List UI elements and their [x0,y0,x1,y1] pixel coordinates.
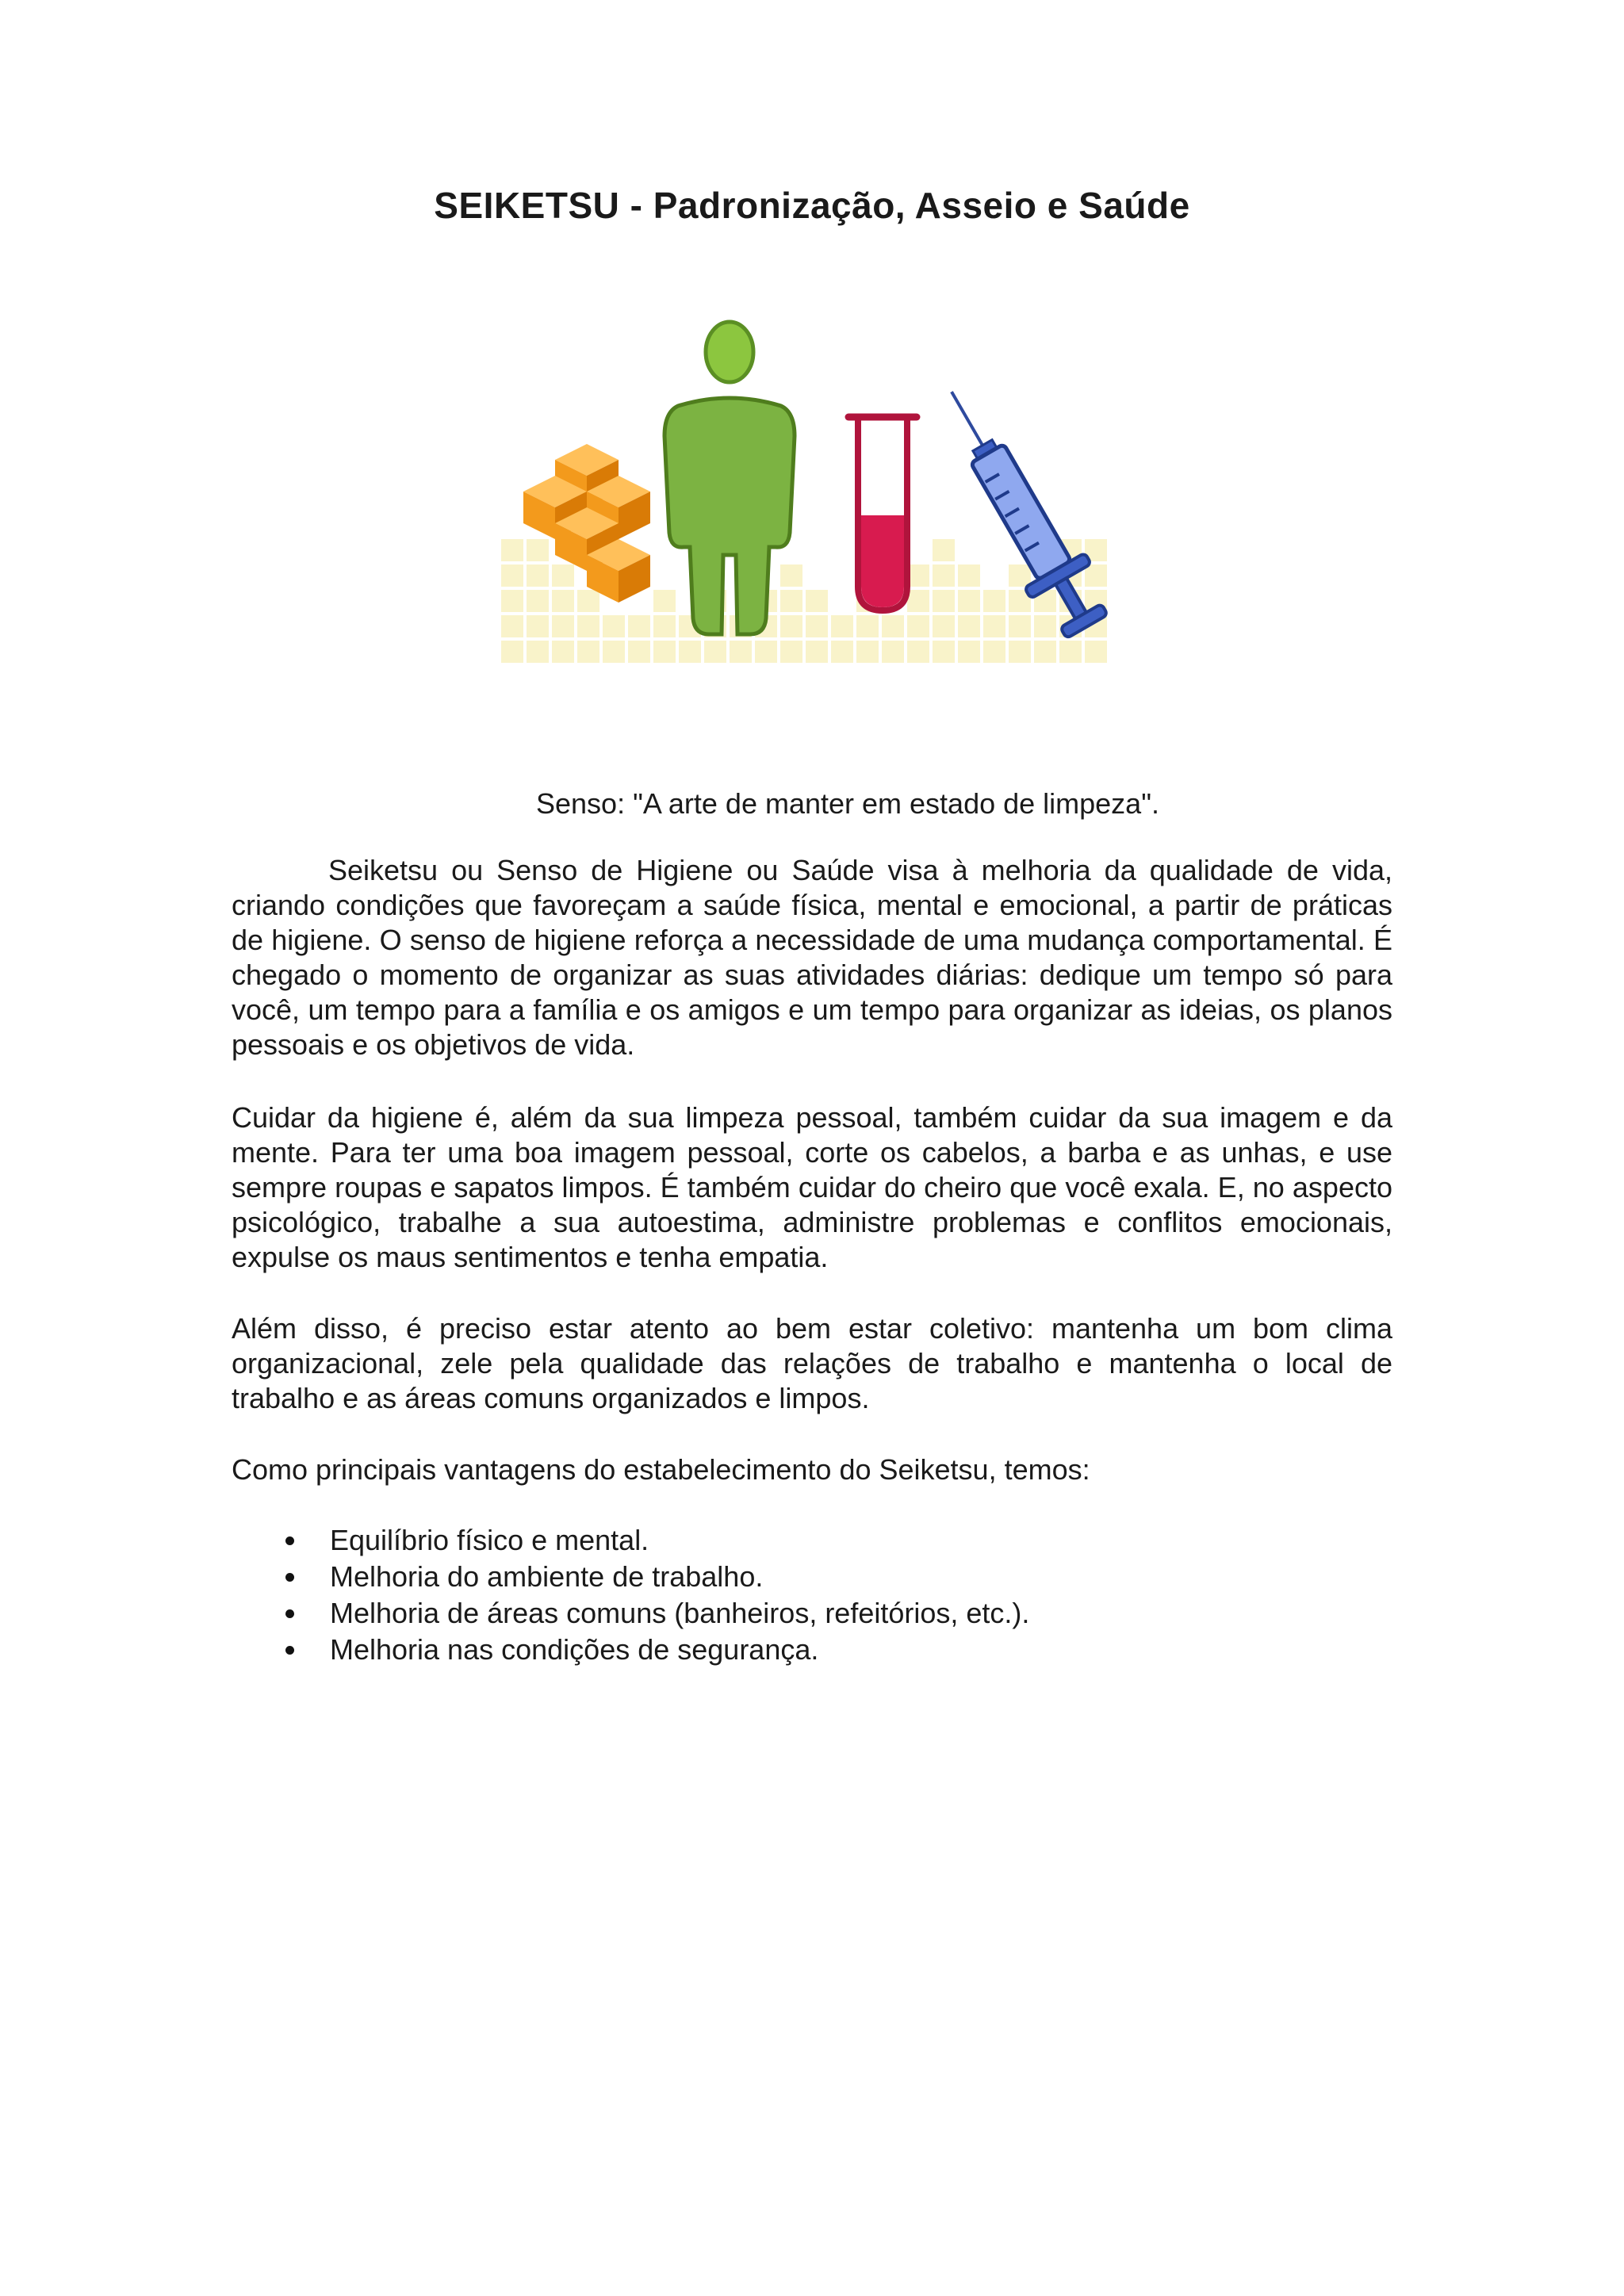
advantages-list [232,1522,1392,1668]
page-title: SEIKETSU - Padronização, Asseio e Saúde [434,185,1190,226]
senso-motto: Senso: "A arte de manter em estado de limpeza". [536,787,1159,820]
bullet-icon [285,1609,294,1618]
list-item-text: Melhoria do ambiente de trabalho. [330,1560,764,1593]
list-item [232,1595,1392,1632]
bullet-icon [285,1536,294,1545]
list-item-text: Equilíbrio físico e mental. [330,1524,649,1556]
paragraph-collective-wellbeing: Além disso, é preciso estar atento ao bem estar coletivo: mantenha um bom clima organizacional, zele pela qualidade das relações de trabalho e mantenha o local de trabalho e as áreas comuns organizados e limpos. [232,1312,1392,1414]
list-item-text: Melhoria nas condições de segurança. [330,1633,819,1666]
list-item [232,1632,1392,1668]
paragraph-personal-hygiene: Cuidar da higiene é, além da sua limpeza pessoal, também cuidar da sua imagem e da mente. Para ter uma boa imagem pessoal, corte os cabelos, a barba e as unhas, e use sempre roupas e sapatos limpos. É também cuidar do cheiro que você exala. E, no aspecto psicológico, trabalhe a sua autoestima, administre problemas e conflitos emocionais, expulse os maus sentimentos e tenha empatia. [232,1101,1392,1273]
list-item-text: Melhoria de áreas comuns (banheiros, refeitórios, etc.). [330,1597,1030,1629]
bullet-icon [285,1573,294,1582]
health-illustration [500,317,1126,666]
test-tube-icon [848,417,917,610]
list-item [232,1522,1392,1559]
list-item [232,1559,1392,1595]
paragraph-advantages-intro: Como principais vantagens do estabelecimento do Seiketsu, temos: [232,1453,1090,1486]
bullet-icon [285,1646,294,1655]
paragraph-intro: Seiketsu ou Senso de Higiene ou Saúde visa à melhoria da qualidade de vida, criando condições que favoreçam a saúde física, mental e emocional, a partir de práticas de higiene. O senso de higiene reforça a necessidade de uma mudança comportamental. É chegado o momento de organizar as suas atividades diárias: dedique um tempo só para você, um tempo para a família e os amigos e um tempo para organizar as ideias, os planos pessoais e os objetivos de vida. [232,854,1392,1061]
person-icon [665,322,795,634]
